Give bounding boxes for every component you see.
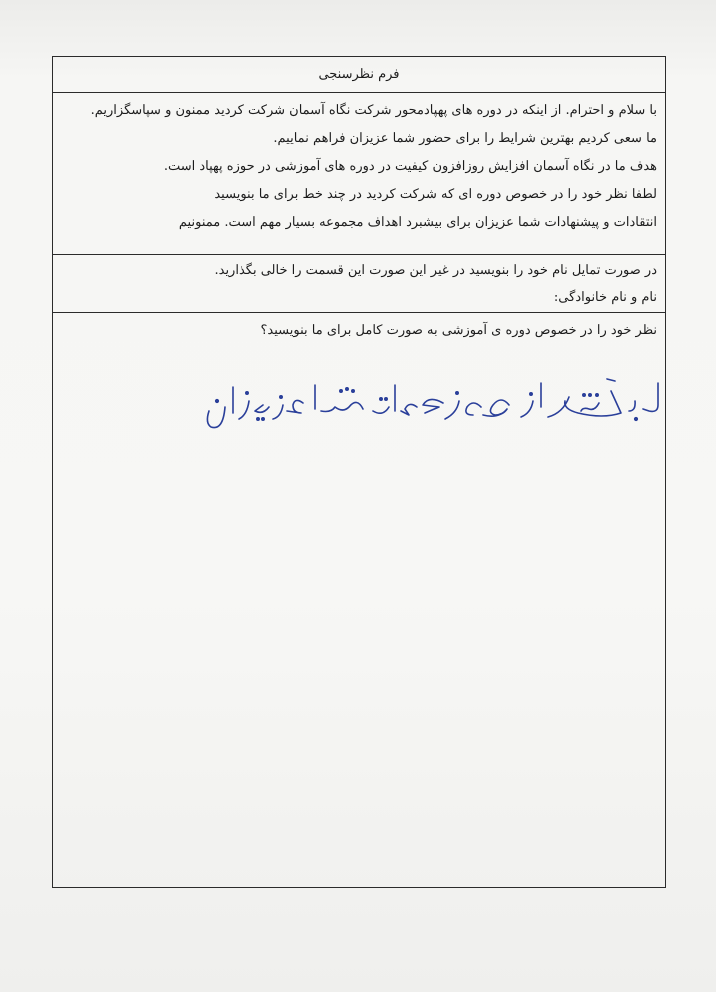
form-title-row: [53, 57, 665, 93]
handwriting-drawing: [203, 361, 673, 471]
intro-line: لطفا نظر خود را در خصوص دوره ای که شرکت کردید در چند خط برای ما بنویسید: [214, 187, 657, 202]
survey-form: [52, 56, 666, 888]
handwritten-answer: [203, 361, 673, 471]
form-title: فرم نظرسنجی: [318, 67, 400, 82]
comment-section: [53, 313, 665, 887]
intro-line: انتقادات و پیشنهادات شما عزیزان برای بیشبرد اهداف مجموعه بسیار مهم است. ممنونیم: [178, 215, 657, 230]
intro-line: ما سعی کردیم بهترین شرایط را برای حضور شما عزیزان فراهم نماییم.: [273, 131, 657, 146]
name-field-label[interactable]: نام و نام خانوادگی:: [553, 290, 657, 305]
name-instruction: در صورت تمایل نام خود را بنویسید در غیر این صورت این قسمت را خالی بگذارید.: [214, 263, 657, 278]
name-section: [53, 255, 665, 313]
intro-line: هدف ما در نگاه آسمان افزایش روزافزون کیفیت در دوره های آموزشی در حوزه پهپاد است.: [163, 159, 657, 174]
intro-section: [53, 93, 665, 255]
comment-prompt: نظر خود را در خصوص دوره ی آموزشی به صورت کامل برای ما بنویسید؟: [260, 323, 657, 338]
intro-line: با سلام و احترام. از اینکه در دوره های پهپادمحور شرکت نگاه آسمان شرکت کردید ممنون و سپاسگزاریم.: [90, 103, 657, 118]
